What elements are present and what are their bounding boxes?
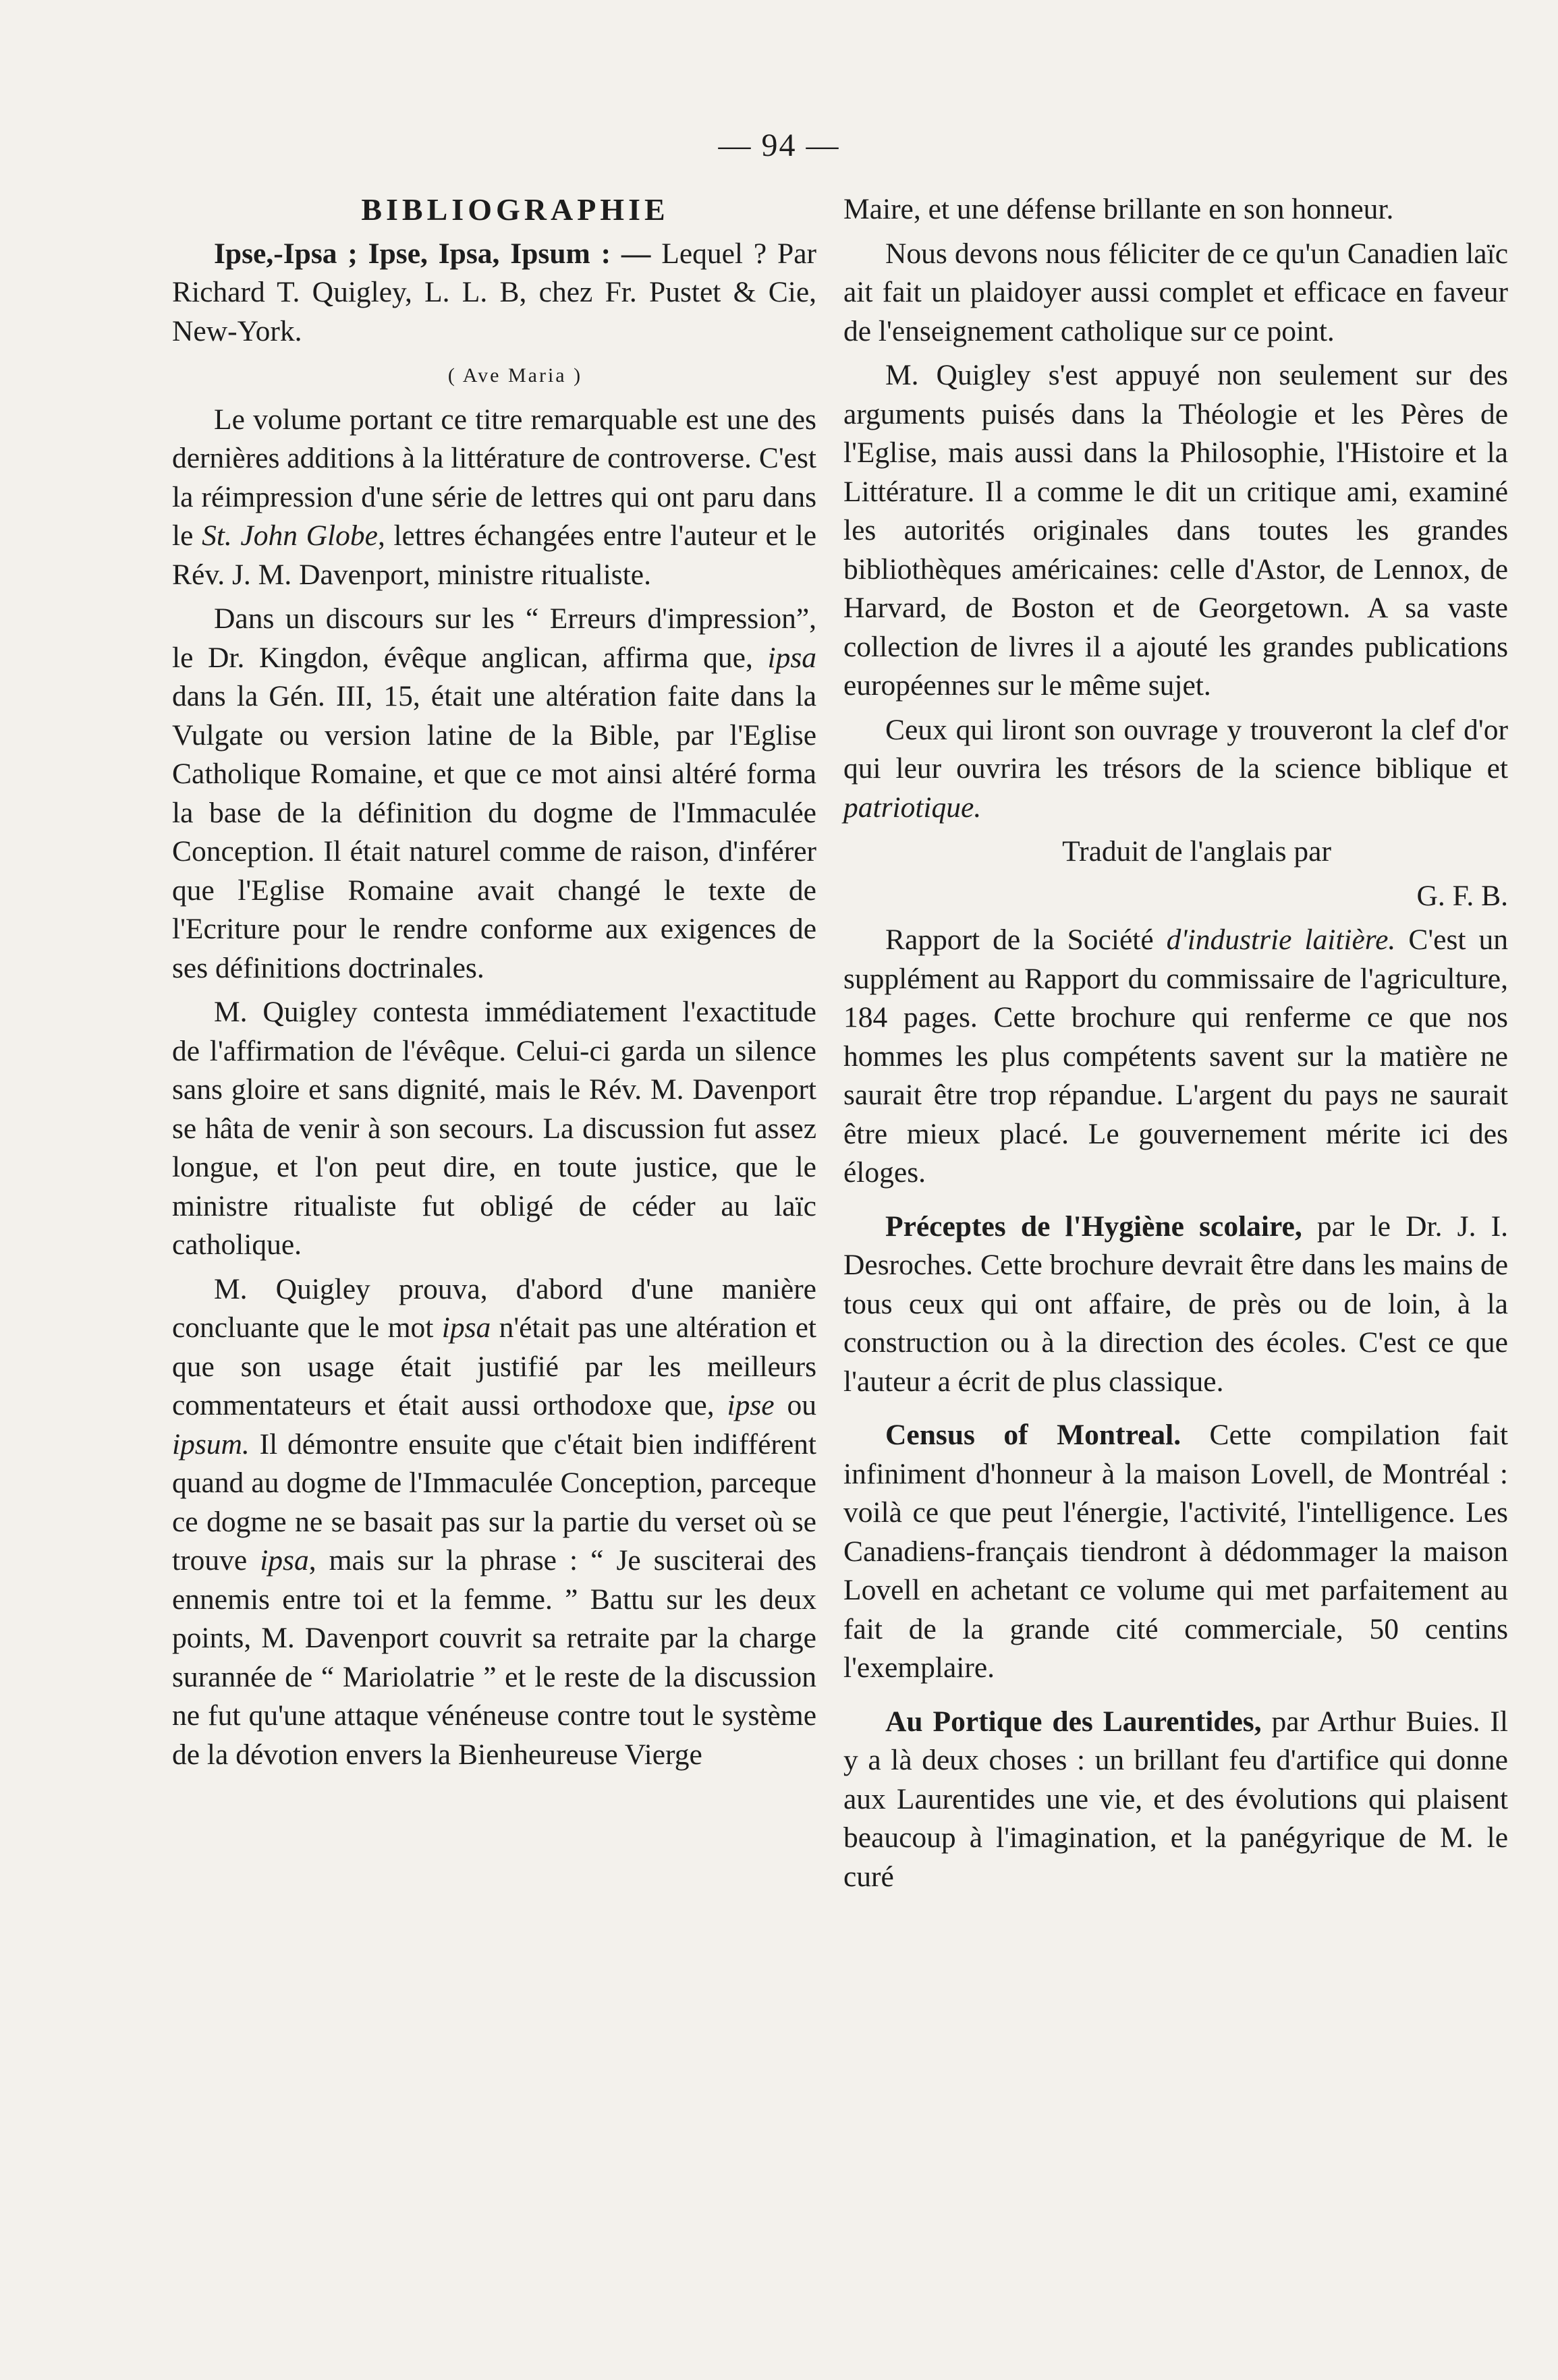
italic-text: ipsa xyxy=(441,1311,491,1344)
right-column xyxy=(843,190,1508,1902)
text: Il démontre ensuite que c'était bien indifférent quand au dogme de l'Immaculée Conception, parceque ce dogme ne se basait pas sur la partie du verset où se trouve xyxy=(172,1427,817,1577)
text: dans la Gén. III, 15, était une altération faite dans la Vulgate ou version latine de la Bible, par l'Eglise Catholique Romaine, et que ce mot ainsi altéré forma la base de la définition du dogme de l'Immaculée Conception. Il était naturel comme de raison, d'inférer que l'Eglise Romaine avait changé le texte de l'Ecriture pour le rendre conforme aux exigences de ses définitions doctrinales. xyxy=(172,680,816,984)
text: Dans un discours sur les “ Erreurs d'impression”, le Dr. Kingdon, évêque anglican, affirma que, xyxy=(172,602,816,674)
text: , lettres échangées entre l'auteur et le Rév. J. M. Davenport, ministre ritualiste. xyxy=(172,519,817,591)
text: M. Quigley prouva, d'abord d'une manière concluante que le mot xyxy=(172,1272,816,1344)
left-column xyxy=(172,190,816,1780)
italic-text: patriotique. xyxy=(843,791,982,824)
entry-title: Ipse,-Ipsa ; Ipse, Ipsa, Ipsum : — xyxy=(214,237,651,270)
text: n'était pas une altération et que son usage était justifié par les meilleurs commentateurs et était aussi orthodoxe que, xyxy=(172,1311,817,1421)
italic-text: ipse xyxy=(727,1389,775,1421)
paragraph xyxy=(172,1270,816,1775)
text: Rapport de la Société xyxy=(885,924,1154,956)
text: C'est un supplément au Rapport du commissaire de l'agriculture, 184 pages. Cette brochure qui renferme ce que nos hommes les plus compétents savent sur la matière ne saurait être trop répandue. L'argent du pays ne saurait être mieux placé. Le gouvernement mérite ici des éloges. xyxy=(843,924,1509,1189)
paragraph xyxy=(843,921,1508,1193)
entry-meta: Lequel ? Par Richard T. Quigley, L. L. B, chez Fr. Pustet & Cie, New-York. xyxy=(172,237,816,347)
italic-text: ipsum. xyxy=(172,1427,250,1461)
entry-title: Census of Montreal. xyxy=(885,1419,1181,1451)
entry-title: Au Portique des Laurentides, xyxy=(885,1705,1262,1738)
italic-text: St. John Globe xyxy=(202,519,378,552)
paragraph xyxy=(172,401,816,595)
paragraph: M. Quigley s'est appuyé non seulement sur des arguments puisés dans la Théologie et les Pères de l'Eglise, mais aussi dans la Philosophie, l'Histoire et la Littérature. Il a comme le dit un critique ami, examiné les autorités originales dans toutes les grandes bibliothèques américaines: celle d'Astor, de Lennox, de Harvard, de Boston et de Georgetown. A sa vaste collection de livres il a ajouté les grandes publications européennes sur le même sujet. xyxy=(843,359,1508,702)
source-credit: ( Ave Maria ) xyxy=(447,364,583,387)
text: Ceux qui liront son ouvrage y trouveront la clef d'or qui leur ouvrira les trésors de la science biblique et xyxy=(843,713,1508,785)
text: par Arthur Buies. Il y a là deux choses : un brillant feu d'artifice qui donne aux Laurentides une vie, et des évolutions qui plaisent beaucoup à l'imagination, et la panégyrique de M. le curé xyxy=(843,1705,1508,1893)
translation-credit: Traduit de l'anglais par xyxy=(1062,835,1331,868)
translator-initials: G. F. B. xyxy=(1416,879,1508,912)
italic-text: d'industrie laitière. xyxy=(1166,924,1396,956)
paragraph: Nous devons nous féliciter de ce qu'un Canadien laïc ait fait un plaidoyer aussi complet et efficace en faveur de l'enseignement catholique sur ce point. xyxy=(843,237,1508,347)
italic-text: ipsa xyxy=(260,1544,309,1577)
paragraph xyxy=(843,711,1508,828)
section-title: BIBLIOGRAPHIE xyxy=(361,192,669,227)
text: Le volume portant ce titre remarquable est une des dernières additions à la littérature de controverse. C'est la réimpression d'une série de lettres qui ont paru dans le xyxy=(172,403,816,552)
paragraph xyxy=(843,1703,1508,1897)
paragraph xyxy=(172,600,816,988)
paragraph xyxy=(843,1208,1508,1402)
text: Cette compilation fait infiniment d'honneur à la maison Lovell, de Montréal : voilà ce que peut l'énergie, l'activité, l'intelligence. Les Canadiens-français tiendront à dédommager la maison Lovell en achetant ce volume qui met parfaitement au fait de la grande cité commerciale, 50 centins l'exemplaire. xyxy=(843,1419,1508,1684)
page-number: — 94 — xyxy=(718,128,840,163)
text: , mais sur la phrase : “ Je susciterai des ennemis entre toi et la femme. ” Battu sur les deux points, M. Davenport couvrit sa retraite par la charge surannée de “ Mariolatrie ” et le reste de la discussion ne fut qu'une attaque vénéneuse contre tout le système de la dévotion envers la Bienheureuse Vierge xyxy=(172,1544,817,1771)
paragraph: Maire, et une défense brillante en son honneur. xyxy=(843,193,1394,225)
text: ou xyxy=(787,1389,816,1421)
italic-text: ipsa xyxy=(767,641,816,674)
paragraph: M. Quigley contesta immédiatement l'exactitude de l'affirmation de l'évêque. Celui-ci garda un silence sans gloire et sans dignité, mais le Rév. M. Davenport se hâta de venir à son secours. La discussion fut assez longue, et l'on peut dire, en toute justice, que le ministre ritualiste fut obligé de céder au laïc catholique. xyxy=(172,996,816,1261)
paragraph xyxy=(843,1416,1508,1688)
text: par le Dr. J. I. Desroches. Cette brochure devrait être dans les mains de tous ceux qui ont affaire, de près ou de loin, à la construction ou à la direction des écoles. C'est ce que l'auteur a écrit de plus classique. xyxy=(843,1210,1508,1398)
entry-heading xyxy=(172,235,816,351)
entry-title: Préceptes de l'Hygiène scolaire, xyxy=(885,1210,1302,1243)
